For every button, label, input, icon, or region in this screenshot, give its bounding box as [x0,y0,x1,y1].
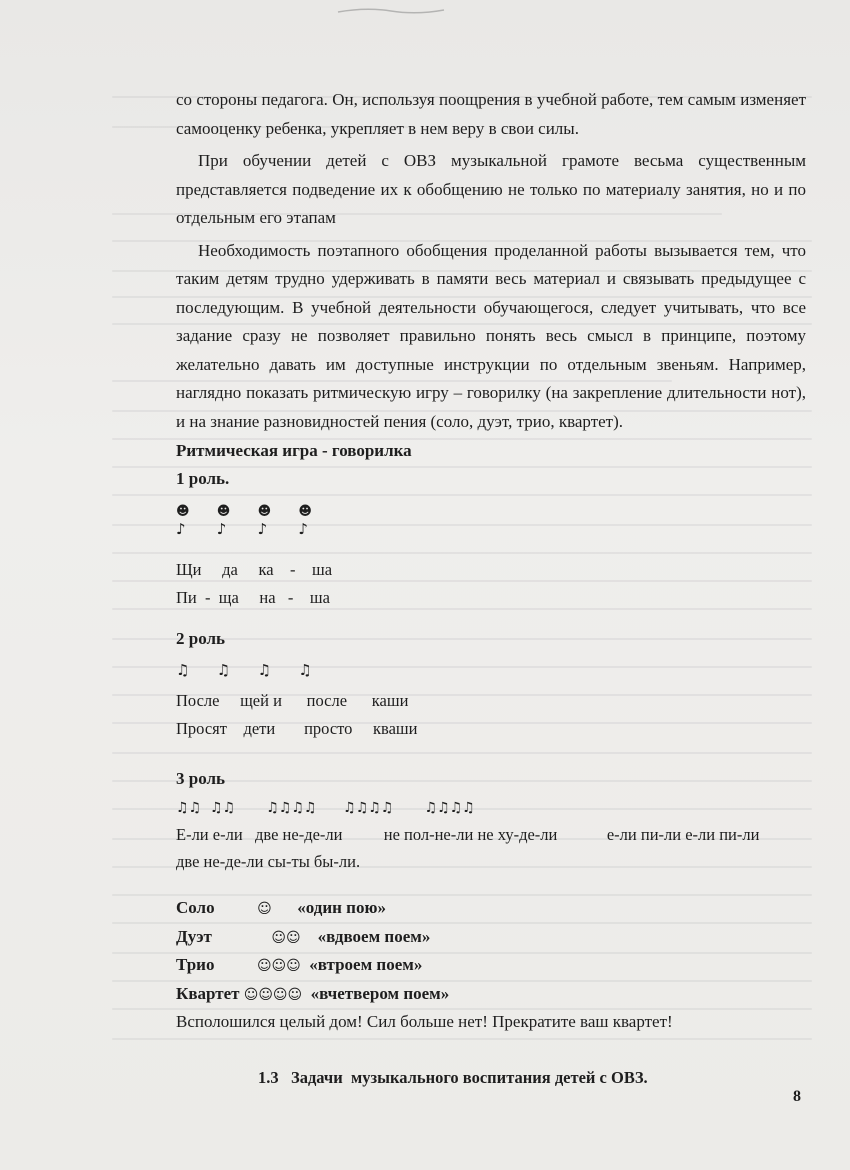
scan-artifact-mark [336,6,446,16]
paragraph-generalization: При обучении детей с ОВЗ музыкальной грамоте весьма существенным представляется подведение их к обобщению не только по материалу занятия, но и по отдельным его этапам [176,151,806,228]
eighth-note-icon: ♪ [298,519,308,538]
singing-duet-name: Дуэт [176,926,212,946]
role1-lyrics-line1: Щи да ка - ша [176,560,333,580]
singing-quartet-row [176,980,806,1009]
role3-lyrics-line1: Е-ли е-ли две не-де-ли не пол-не-ли не ху-де-ли е-ли пи-ли е-ли пи-ли [176,824,760,844]
singing-trio-name: Трио [176,955,215,975]
role3-label: 3 роль [176,768,226,788]
smiley-face-icon: ☺☺ [271,929,301,946]
beamed-notes-icon: ♫ [216,661,231,680]
beamed-notes-icon: ♫ [298,661,312,680]
singing-trio-text: «втроем поем» [309,955,423,975]
role2-label: 2 роль [176,629,226,649]
note-head-icon: ☻ [216,503,231,519]
singing-solo-name: Соло [176,898,215,918]
smiley-face-icon: ☺ [257,901,272,918]
singing-solo-row [176,894,806,923]
smiley-face-icon: ☺☺☺☺ [243,986,303,1003]
singing-solo-text: «один пою» [297,898,386,918]
singing-closing-line: Всполошился целый дом! Сил больше нет! Прекратите ваш квартет! [176,1012,673,1032]
role2-lyrics-line1: После щей и после каши [176,691,409,711]
paragraph-stepwise: Необходимость поэтапного обобщения проделанной работы вызывается тем, что таким детям трудно удерживать в памяти весь материал и связывать предыдущее с последующим. В учебной деятельности обучающегося, следует учитывать, что все задание сразу не позволяет правильно понять весь смысл в принципе, поэтому желательно давать им доступные инструкции по отдельным звеньям. Например, наглядно показать ритмическую игру – говорилку (на закрепление длительности нот), и на знание разновидностей пения (соло, дуэт, трио, квартет). [176,240,806,432]
section-heading: 1.3 Задачи музыкального воспитания детей с ОВЗ. [258,1068,648,1087]
page-content [176,86,806,1037]
eighth-note-icon: ♪ [176,519,186,538]
smiley-face-icon: ☺☺☺ [256,958,301,975]
beamed-notes-icon: ♫ [176,661,190,680]
note-head-icon: ☻ [176,503,190,519]
singing-duet-text: «вдвоем поем» [317,926,431,946]
singing-quartet-text: «вчетвером поем» [310,983,450,1003]
singing-quartet-name: Квартет [176,983,240,1003]
eighth-note-icon: ♪ [257,519,268,538]
role1-label: 1 роль. [176,469,230,489]
paragraph-continuation: со стороны педагога. Он, используя поощрения в учебной работе, тем самым изменяет самооценку ребенка, укрепляет в нем веру в свои силы. [176,90,806,138]
page-number: 8 [793,1088,801,1105]
singing-duet-row [176,923,806,952]
role1-notes-row [176,517,806,542]
note-head-icon: ☻ [257,503,272,519]
beamed-notes-icon: ♫ [257,661,272,680]
singing-trio-row [176,951,806,980]
eighth-note-icon: ♪ [216,519,227,538]
note-head-icon: ☻ [298,503,312,519]
role3-notes-row: ♫♫ ♫♫ ♫♫♫♫ ♫♫♫♫ ♫♫♫♫ [176,800,475,817]
role2-notes-row [176,658,806,683]
role1-lyrics-line2: Пи - ща на - ша [176,587,330,607]
role3-lyrics-line2: две не-де-ли сы-ты бы-ли. [176,852,361,872]
game-title: Ритмическая игра - говорилка [176,440,412,460]
role2-lyrics-line2: Просят дети просто кваши [176,718,418,738]
